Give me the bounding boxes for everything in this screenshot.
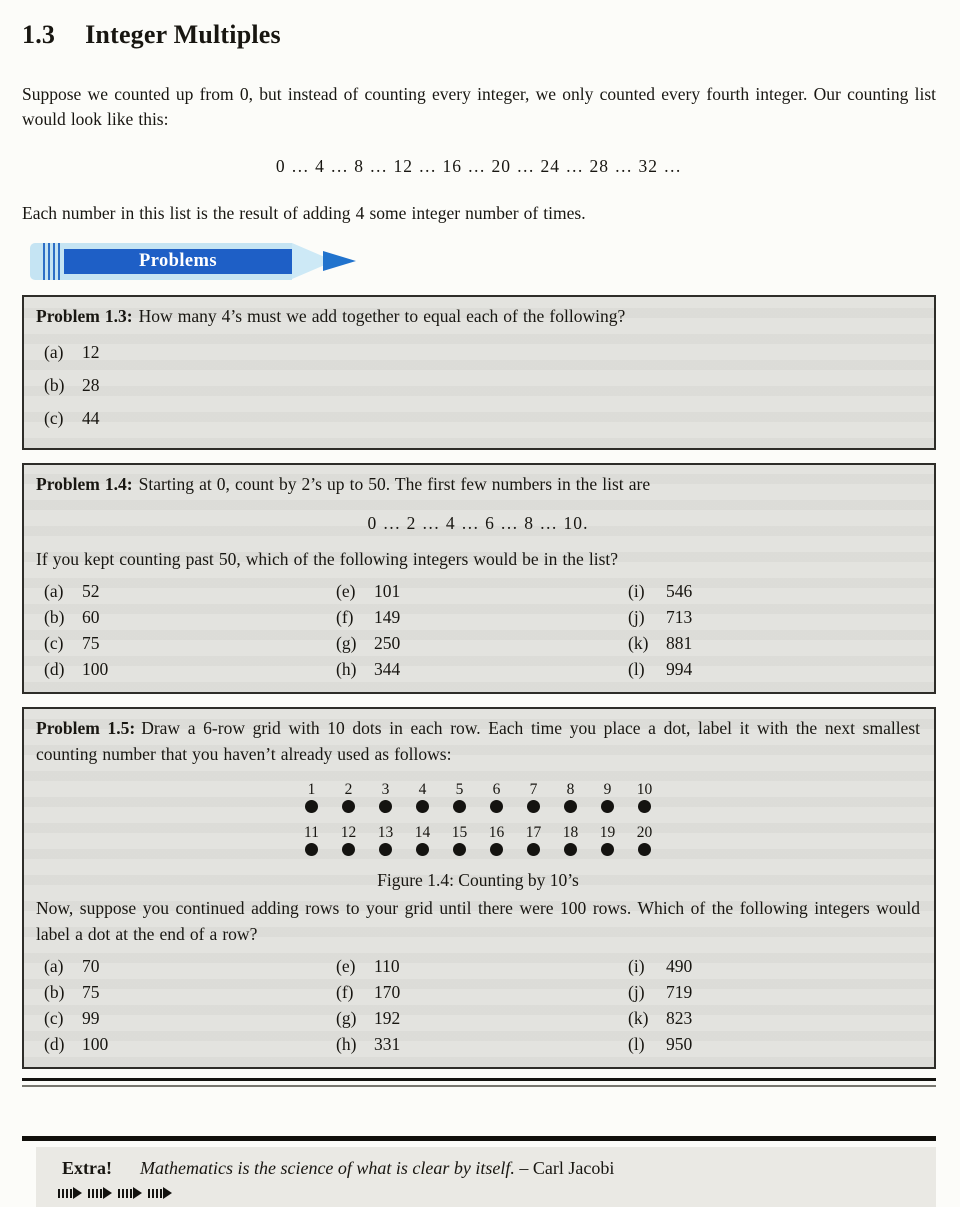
extra-attribution: – Carl Jacobi [519, 1158, 615, 1178]
option-row [628, 630, 920, 656]
dot-mark-icon [379, 843, 392, 856]
dot [293, 824, 330, 856]
option-key: (b) [44, 375, 65, 395]
dot-mark-icon [342, 843, 355, 856]
dot [404, 781, 441, 813]
dot [515, 824, 552, 856]
problem-label: Problem 1.3: [36, 306, 133, 326]
dot-label: 20 [636, 824, 653, 841]
option-row [44, 372, 920, 398]
option-row [628, 953, 920, 979]
continuation-arrows-icon [58, 1187, 926, 1199]
option-key: (k) [628, 633, 649, 653]
dot-label: 9 [603, 781, 612, 798]
option-key: (j) [628, 607, 645, 627]
options-grid [36, 578, 920, 682]
option-key: (f) [336, 607, 354, 627]
extra-label: Extra! [62, 1158, 112, 1178]
option-value: 110 [374, 956, 400, 976]
option-key: (h) [336, 659, 357, 679]
dot-mark-icon [453, 800, 466, 813]
option-key: (e) [336, 956, 356, 976]
option-value: 170 [374, 982, 401, 1002]
dot-mark-icon [564, 843, 577, 856]
section-heading [22, 20, 936, 50]
option-row [336, 1031, 628, 1057]
option-key: (b) [44, 607, 65, 627]
option-row [336, 578, 628, 604]
pencil-arrow-icon [323, 251, 356, 271]
option-key: (a) [44, 342, 64, 362]
striped-arrow-icon [88, 1187, 112, 1199]
option-value: 490 [666, 956, 693, 976]
dot [589, 824, 626, 856]
dot [626, 824, 663, 856]
option-key: (h) [336, 1034, 357, 1054]
option-key: (a) [44, 956, 64, 976]
divider-line [22, 1085, 936, 1087]
option-row [44, 979, 336, 1005]
dot [367, 824, 404, 856]
dot-mark-icon [416, 800, 429, 813]
option-key: (a) [44, 581, 64, 601]
section-number: 1.3 [22, 20, 56, 49]
counting-by-2-sequence: 0 … 2 … 4 … 6 … 8 … 10. [367, 513, 589, 533]
option-value: 12 [82, 342, 100, 362]
dot-mark-icon [416, 843, 429, 856]
option-value: 101 [374, 581, 401, 601]
option-row [628, 1005, 920, 1031]
extra-text-line [62, 1156, 926, 1180]
dot-label: 8 [566, 781, 575, 798]
dot-row [290, 824, 666, 856]
option-value: 250 [374, 633, 401, 653]
dot [441, 781, 478, 813]
option-row [44, 1005, 336, 1031]
problem-question: Now, suppose you continued adding rows to your grid until there were 100 rows. Which of the following integers would label a dot at the end of a row? [36, 898, 920, 944]
dot-label: 18 [562, 824, 579, 841]
option-value: 44 [82, 408, 100, 428]
problem-box-1-5 [22, 707, 936, 1069]
intro-paragraph: Suppose we counted up from 0, but instead of counting every integer, we only counted every fourth integer. Our counting list would look like this: [22, 84, 936, 129]
dot-label: 7 [529, 781, 538, 798]
dot-mark-icon [379, 800, 392, 813]
option-row [336, 630, 628, 656]
dot-mark-icon [342, 800, 355, 813]
footer-rule [22, 1136, 936, 1141]
problem-statement-text: Draw a 6-row grid with 10 dots in each row. Each time you place a dot, label it with the next smallest counting number that you haven’t already used as follows: [36, 718, 921, 764]
dot-label: 17 [525, 824, 542, 841]
option-row [336, 604, 628, 630]
option-row [628, 979, 920, 1005]
dot [367, 781, 404, 813]
striped-arrow-icon [58, 1187, 82, 1199]
option-key: (c) [44, 633, 64, 653]
option-value: 546 [666, 581, 693, 601]
intro-paragraph-2: Each number in this list is the result of adding 4 some integer number of times. [22, 203, 586, 223]
option-value: 719 [666, 982, 693, 1002]
dot [478, 824, 515, 856]
striped-arrow-icon [148, 1187, 172, 1199]
dot-label: 11 [304, 824, 319, 841]
figure-caption: Figure 1.4: Counting by 10’s [377, 870, 579, 890]
option-value: 75 [82, 633, 100, 653]
option-key: (l) [628, 1034, 645, 1054]
dot-mark-icon [490, 800, 503, 813]
option-key: (e) [336, 581, 356, 601]
dot-label: 16 [488, 824, 505, 841]
problem-statement [36, 303, 920, 329]
option-key: (c) [44, 1008, 64, 1028]
option-row [44, 656, 336, 682]
dot-mark-icon [527, 800, 540, 813]
dot-label: 10 [636, 781, 653, 798]
dot [404, 824, 441, 856]
option-key: (g) [336, 1008, 357, 1028]
dot-label: 15 [451, 824, 468, 841]
dot-label: 2 [344, 781, 353, 798]
option-key: (g) [336, 633, 357, 653]
option-row [628, 604, 920, 630]
option-key: (l) [628, 659, 645, 679]
option-key: (d) [44, 659, 65, 679]
dot-grid-figure [290, 781, 666, 856]
option-value: 70 [82, 956, 100, 976]
section-divider [22, 1078, 936, 1087]
option-row [44, 604, 336, 630]
dot-mark-icon [490, 843, 503, 856]
option-value: 881 [666, 633, 693, 653]
dot-label: 5 [455, 781, 464, 798]
pencil-stripes-icon [43, 243, 62, 280]
options-grid [36, 953, 920, 1057]
problem-label: Problem 1.4: [36, 474, 133, 494]
option-value: 60 [82, 607, 100, 627]
problems-banner-label: Problems [64, 249, 292, 274]
dot-label: 14 [414, 824, 431, 841]
problem-box-1-4 [22, 463, 936, 694]
problem-statement-text: Starting at 0, count by 2’s up to 50. The first few numbers in the list are [138, 474, 651, 494]
dot-label: 6 [492, 781, 501, 798]
dot-label: 19 [599, 824, 616, 841]
dot [293, 781, 330, 813]
section-title: Integer Multiples [85, 20, 281, 49]
dot [330, 781, 367, 813]
option-value: 344 [374, 659, 401, 679]
option-value: 713 [666, 607, 693, 627]
option-row [336, 953, 628, 979]
dot [441, 824, 478, 856]
dot-label: 3 [381, 781, 390, 798]
dot [330, 824, 367, 856]
option-value: 950 [666, 1034, 693, 1054]
option-value: 331 [374, 1034, 401, 1054]
option-value: 75 [82, 982, 100, 1002]
option-row [628, 578, 920, 604]
problems-banner [30, 242, 370, 282]
option-key: (k) [628, 1008, 649, 1028]
dot [515, 781, 552, 813]
option-row [44, 339, 920, 365]
problem-statement [36, 471, 920, 497]
dot-mark-icon [638, 800, 651, 813]
option-value: 149 [374, 607, 401, 627]
dot-mark-icon [564, 800, 577, 813]
dot-mark-icon [453, 843, 466, 856]
option-key: (i) [628, 956, 645, 976]
option-value: 823 [666, 1008, 693, 1028]
problem-box-1-3 [22, 295, 936, 450]
problem-statement [36, 715, 920, 767]
option-value: 28 [82, 375, 100, 395]
problem-label: Problem 1.5: [36, 718, 136, 738]
extra-note [36, 1147, 936, 1207]
option-value: 99 [82, 1008, 100, 1028]
striped-arrow-icon [118, 1187, 142, 1199]
dot-label: 13 [377, 824, 394, 841]
problem-statement-text: How many 4’s must we add together to equal each of the following? [138, 306, 626, 326]
dot [478, 781, 515, 813]
options-list [36, 339, 920, 431]
option-row [336, 979, 628, 1005]
dot [589, 781, 626, 813]
dot-label: 12 [340, 824, 357, 841]
option-key: (c) [44, 408, 64, 428]
option-row [44, 630, 336, 656]
counting-by-4-sequence: 0 … 4 … 8 … 12 … 16 … 20 … 24 … 28 … 32 … [275, 156, 683, 176]
dot [552, 781, 589, 813]
option-row [44, 1031, 336, 1057]
problem-question: If you kept counting past 50, which of the following integers would be in the list? [36, 549, 619, 569]
option-row [628, 656, 920, 682]
dot [626, 781, 663, 813]
option-value: 192 [374, 1008, 401, 1028]
dot-mark-icon [601, 800, 614, 813]
dot-label: 4 [418, 781, 427, 798]
option-key: (j) [628, 982, 645, 1002]
dot-mark-icon [305, 800, 318, 813]
option-row [44, 953, 336, 979]
divider-line [22, 1078, 936, 1081]
dot-mark-icon [601, 843, 614, 856]
option-key: (f) [336, 982, 354, 1002]
option-row [628, 1031, 920, 1057]
dot [552, 824, 589, 856]
option-row [336, 1005, 628, 1031]
option-value: 100 [82, 1034, 109, 1054]
option-key: (i) [628, 581, 645, 601]
extra-quote: Mathematics is the science of what is clear by itself. [139, 1158, 515, 1178]
option-row [44, 405, 920, 431]
dot-row [290, 781, 666, 813]
option-value: 52 [82, 581, 100, 601]
option-row [44, 578, 336, 604]
option-row [336, 656, 628, 682]
dot-label: 1 [307, 781, 316, 798]
dot-mark-icon [638, 843, 651, 856]
option-value: 994 [666, 659, 693, 679]
option-key: (b) [44, 982, 65, 1002]
option-value: 100 [82, 659, 109, 679]
dot-mark-icon [305, 843, 318, 856]
dot-mark-icon [527, 843, 540, 856]
option-key: (d) [44, 1034, 65, 1054]
